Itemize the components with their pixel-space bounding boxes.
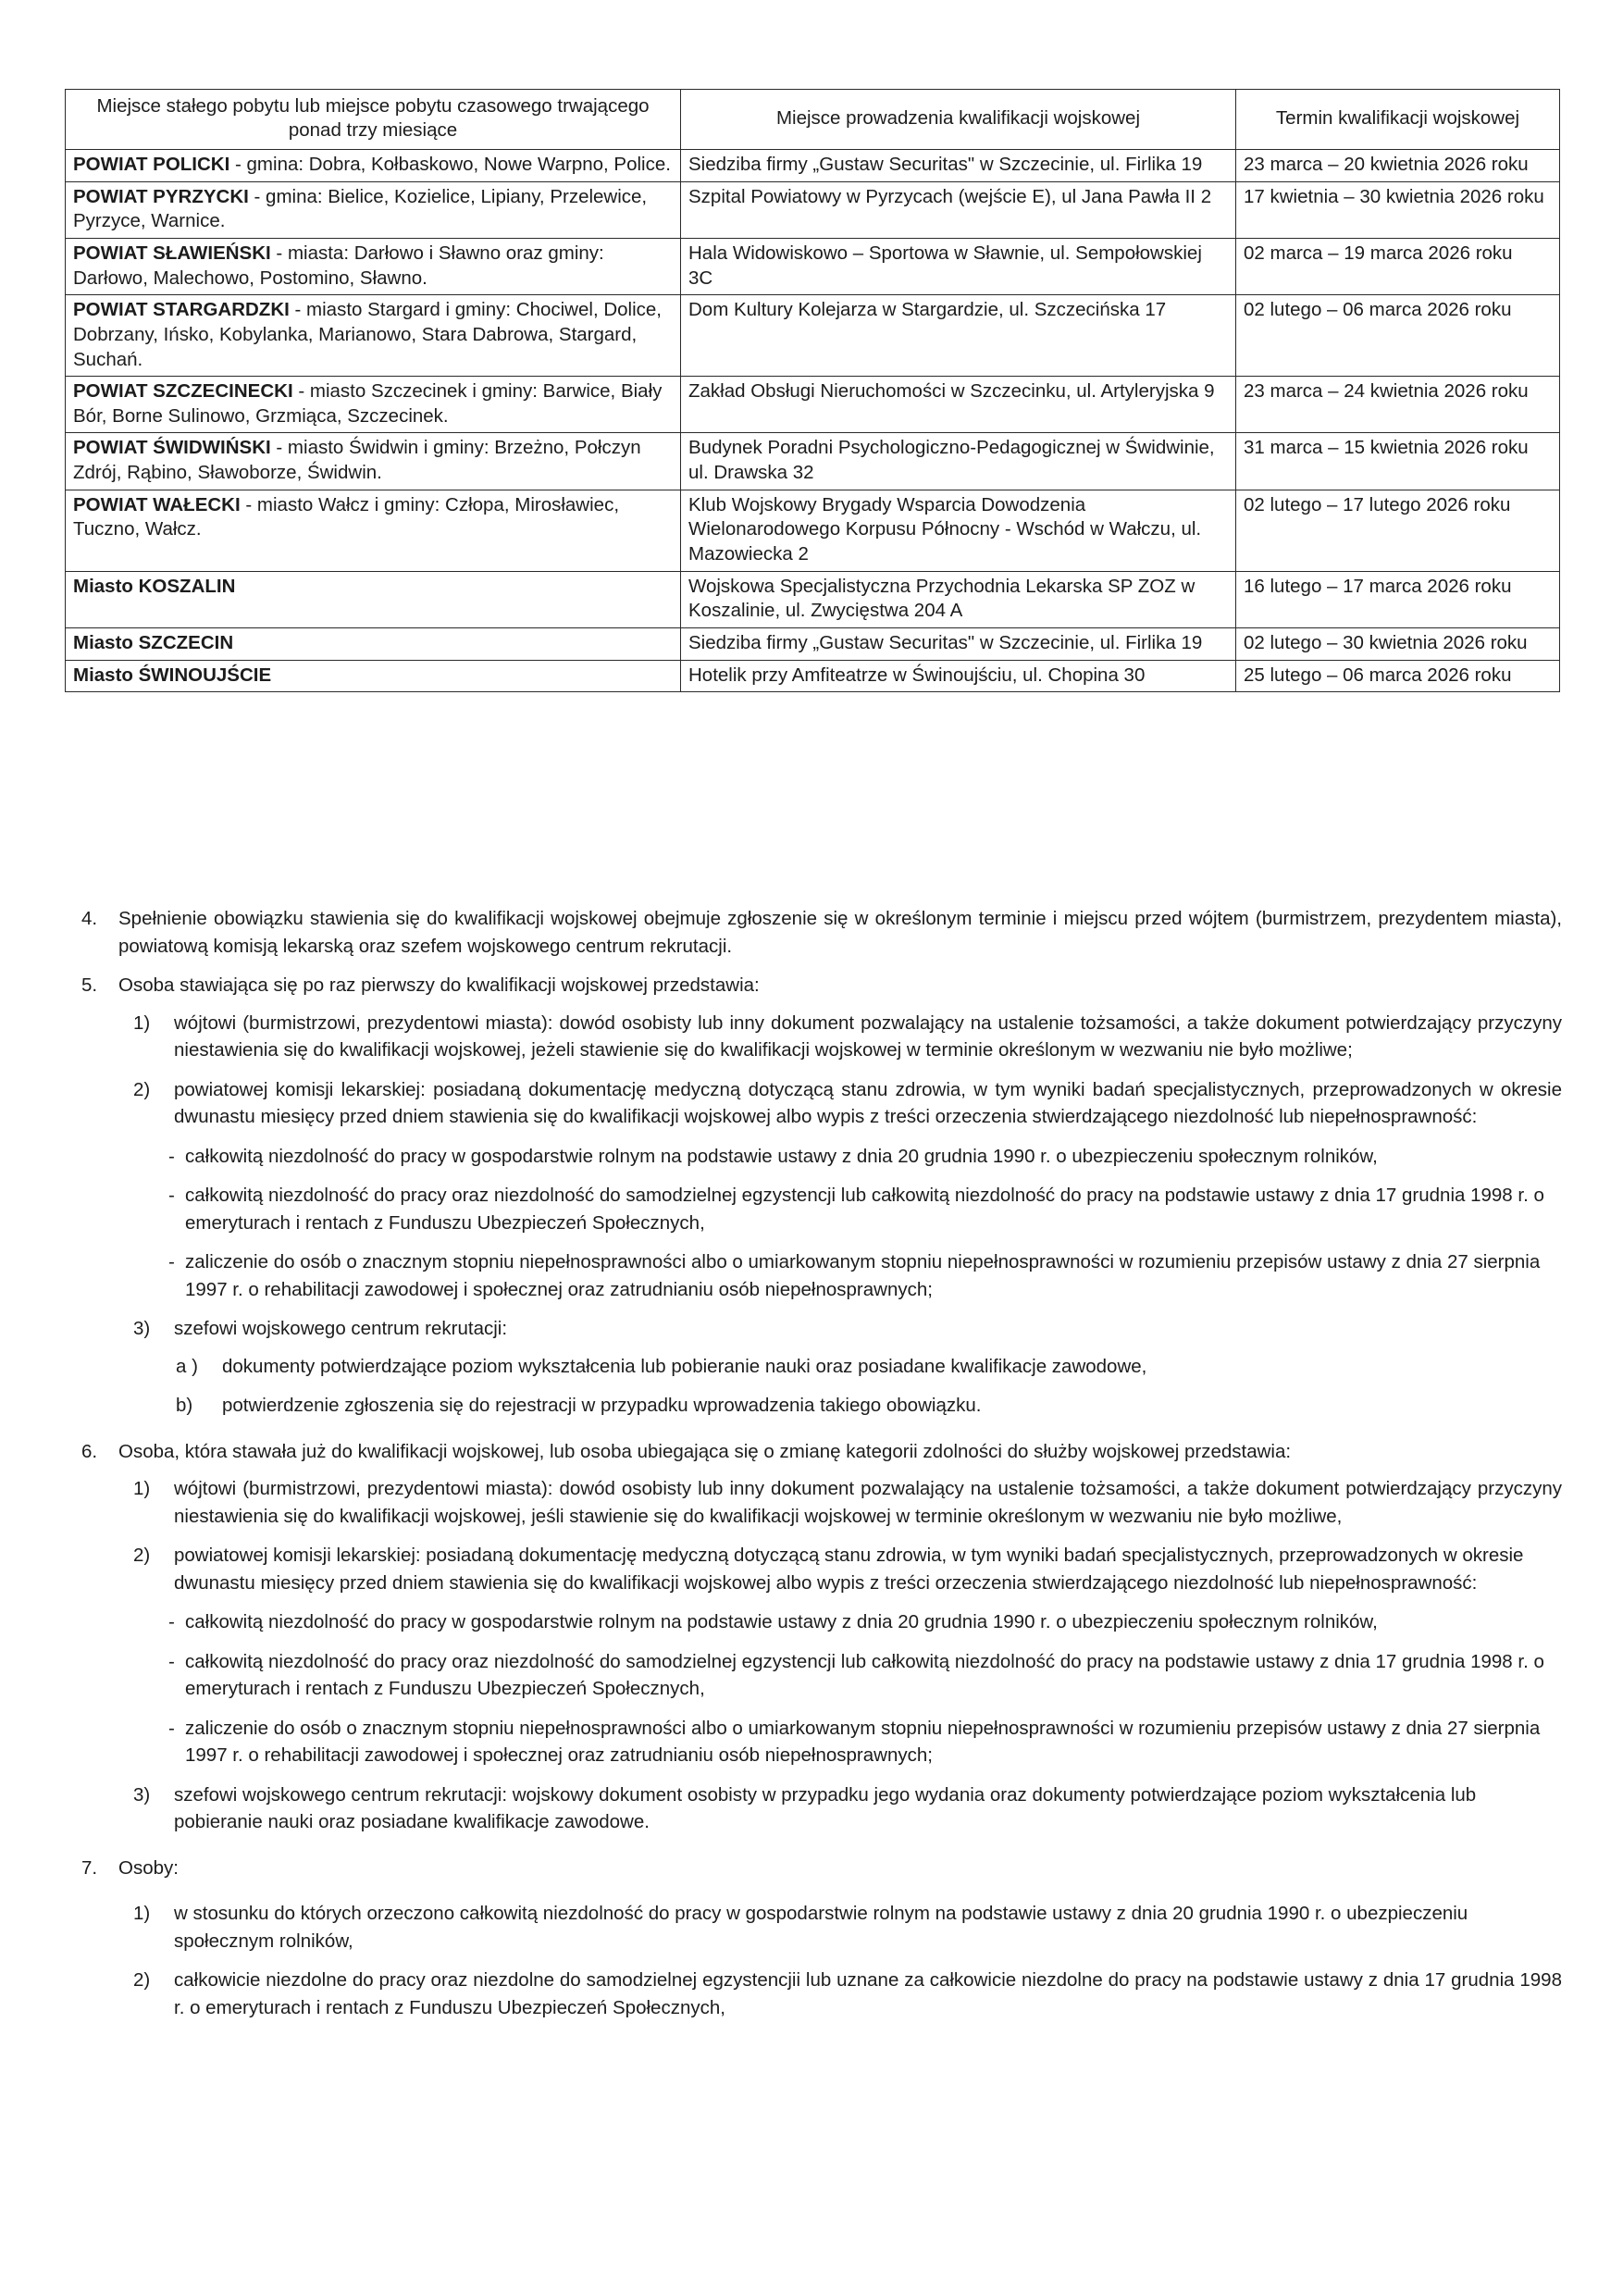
cell-location: Siedziba firmy „Gustaw Securitas" w Szczecinie, ul. Firlika 19 — [681, 627, 1236, 660]
clause-5-sub-2-dash-2-text: całkowitą niezdolność do pracy oraz niezdolność do samodzielnej egzystencji lub całkowitą niezdolność do pracy na podstawie ustawy z dnia 17 grudnia 1998 r. o emeryturach i rentach z Funduszu Ubezpieczeń Społecznych, — [185, 1185, 1544, 1234]
cell-term: 31 marca – 15 kwietnia 2026 roku — [1236, 433, 1560, 490]
clause-6-sub-2-dash-2 — [65, 1648, 1562, 1703]
clause-6-sub-2-dash-1-text: całkowitą niezdolność do pracy w gospodarstwie rolnym na podstawie ustawy z dnia 20 grudnia 1990 r. o ubezpieczeniu społecznym rolników, — [185, 1611, 1378, 1633]
dash-marker: - — [168, 1185, 175, 1207]
cell-residence — [66, 433, 681, 490]
cell-term: 17 kwietnia – 30 kwietnia 2026 roku — [1236, 181, 1560, 238]
clause-5-sub-3-a-marker: a ) — [176, 1355, 198, 1377]
cell-location: Siedziba firmy „Gustaw Securitas" w Szczecinie, ul. Firlika 19 — [681, 150, 1236, 182]
dash-marker: - — [168, 1650, 175, 1672]
clause-6-sub-2 — [65, 1542, 1562, 1596]
table-row — [66, 490, 1560, 571]
clause-7-marker: 7. — [81, 1856, 98, 1879]
clause-5-sub-1-text: wójtowi (burmistrzowi, prezydentowi miasta): dowód osobisty lub inny dokument pozwalający na ustalenie tożsamości, a także dokument potwierdzający przyczyny niestawienia się do kwalifikacji wojskowej, jeżeli stawienie się do kwalifikacji wojskowej w terminie określonym w wezwaniu nie było możliwe; — [174, 1011, 1562, 1061]
powiat-communes: - miasto Wałcz i gminy: Człopa, Mirosławiec, Tuczno, Wałcz. — [73, 493, 620, 540]
clause-6-text: Osoba, która stawała już do kwalifikacji wojskowej, lub osoba ubiegająca się o zmianę kategorii zdolności do służby wojskowej przedstawia: — [118, 1440, 1292, 1462]
powiat-name: POWIAT PYRZYCKI — [73, 185, 249, 207]
cell-residence — [66, 627, 681, 660]
powiat-name: POWIAT ŚWIDWIŃSKI — [73, 437, 271, 459]
clause-5-sub-3-a-text: dokumenty potwierdzające poziom wykształcenia lub pobieranie nauki oraz posiadane kwalifikacje zawodowe, — [222, 1355, 1147, 1377]
clause-6-sub-2-dash-1 — [65, 1608, 1562, 1636]
cell-term: 02 marca – 19 marca 2026 roku — [1236, 238, 1560, 294]
table-row — [66, 150, 1560, 182]
clause-7-sub-2-marker: 2) — [133, 1969, 151, 1992]
clause-5-sub-1-marker: 1) — [133, 1011, 151, 1034]
document-body — [65, 905, 1562, 2034]
clause-6-sub-3-marker: 3) — [133, 1783, 151, 1806]
powiat-name: Miasto ŚWINOUJŚCIE — [73, 664, 272, 686]
clause-5-sub-3 — [65, 1315, 1562, 1343]
clause-5-text: Osoba stawiająca się po raz pierwszy do kwalifikacji wojskowej przedstawia: — [118, 974, 760, 997]
table-row — [66, 181, 1560, 238]
cell-term: 02 lutego – 30 kwietnia 2026 roku — [1236, 627, 1560, 660]
clause-6 — [65, 1438, 1562, 1466]
table-row — [66, 660, 1560, 692]
cell-residence — [66, 490, 681, 571]
dash-marker: - — [168, 1251, 175, 1273]
dash-marker: - — [168, 1145, 175, 1167]
powiat-name: POWIAT STARGARDZKI — [73, 299, 290, 321]
cell-location: Wojskowa Specjalistyczna Przychodnia Lekarska SP ZOZ w Koszalinie, ul. Zwycięstwa 204 A — [681, 571, 1236, 627]
dash-marker: - — [168, 1717, 175, 1739]
cell-residence — [66, 150, 681, 182]
clause-5 — [65, 972, 1562, 999]
cell-location: Hala Widowiskowo – Sportowa w Sławnie, ul. Sempołowskiej 3C — [681, 238, 1236, 294]
powiat-name: Miasto KOSZALIN — [73, 575, 236, 597]
powiat-communes: - gmina: Dobra, Kołbaskowo, Nowe Warpno, Police. — [229, 154, 671, 176]
clause-7-sub-1 — [65, 1900, 1562, 1955]
clause-7 — [65, 1855, 1562, 1882]
clause-6-sub-2-text: powiatowej komisji lekarskiej: posiadaną dokumentację medyczną dotyczącą stanu zdrowia, w tym wyniki badań specjalistycznych, przeprowadzonych w okresie dwunastu miesięcy przed dniem stawienia się do kwalifikacji wojskowej albo wypis z treści orzeczenia stwierdzającego niezdolność lub niepełnosprawność: — [174, 1545, 1524, 1594]
clause-6-sub-2-dash-2-text: całkowitą niezdolność do pracy oraz niezdolność do samodzielnej egzystencji lub całkowitą niezdolność do pracy na podstawie ustawy z dnia 17 grudnia 1998 r. o emeryturach i rentach z Funduszu Ubezpieczeń Społecznych, — [185, 1650, 1544, 1700]
clause-6-sub-3-text: szefowi wojskowego centrum rekrutacji: wojskowy dokument osobisty w przypadku jego wydania oraz dokumenty potwierdzające poziom wykształcenia lub pobieranie nauki oraz posiadane kwalifikacje zawodowe. — [174, 1783, 1477, 1833]
table-body — [66, 150, 1560, 692]
powiat-communes: - miasto Świdwin i gminy: Brzeżno, Połczyn Zdrój, Rąbino, Sławoborze, Świdwin. — [73, 437, 641, 484]
clause-7-sub-2-text: całkowicie niezdolne do pracy oraz niezdolne do samodzielnej egzystencjii lub uznane za całkowicie niezdolne do pracy na podstawie ustawy z dnia 17 grudnia 1998 r. o emeryturach i rentach z Funduszu Ubezpieczeń Społecznych, — [174, 1969, 1562, 2018]
cell-location: Szpital Powiatowy w Pyrzycach (wejście E), ul Jana Pawła II 2 — [681, 181, 1236, 238]
clause-6-sub-2-marker: 2) — [133, 1545, 151, 1567]
clause-6-marker: 6. — [81, 1440, 98, 1462]
powiat-communes: - miasto Stargard i gminy: Chociwel, Dolice, Dobrzany, Ińsko, Kobylanka, Marianowo, Stara Dabrowa, Stargard, Suchań. — [73, 299, 662, 370]
cell-term: 02 lutego – 06 marca 2026 roku — [1236, 295, 1560, 377]
table-header-row — [66, 90, 1560, 150]
clause-5-sub-1 — [65, 1010, 1562, 1064]
powiat-name: POWIAT POLICKI — [73, 154, 230, 176]
clause-5-sub-2-dash-3 — [65, 1248, 1562, 1303]
clause-5-sub-2-dash-1-text: całkowitą niezdolność do pracy w gospodarstwie rolnym na podstawie ustawy z dnia 20 grudnia 1990 r. o ubezpieczeniu społecznym rolników, — [185, 1145, 1378, 1167]
dash-marker: - — [168, 1611, 175, 1633]
clause-5-sub-2-dash-3-text: zaliczenie do osób o znacznym stopniu niepełnosprawności albo o umiarkowanym stopniu niepełnosprawności w rozumieniu przepisów ustawy z dnia 27 sierpnia 1997 r. o rehabilitacji zawodowej i społecznej oraz zatrudnianiu osób niepełnosprawnych; — [185, 1251, 1541, 1300]
cell-residence — [66, 660, 681, 692]
clause-6-sub-1-marker: 1) — [133, 1478, 151, 1500]
column-header-term: Termin kwalifikacji wojskowej — [1236, 90, 1560, 150]
cell-term: 23 marca – 24 kwietnia 2026 roku — [1236, 377, 1560, 433]
qualification-table — [65, 89, 1560, 692]
cell-term: 23 marca – 20 kwietnia 2026 roku — [1236, 150, 1560, 182]
clause-7-sub-1-text: w stosunku do których orzeczono całkowitą niezdolność do pracy w gospodarstwie rolnym na podstawie ustawy z dnia 20 grudnia 1990 r. o ubezpieczeniu społecznym rolników, — [174, 1903, 1468, 1952]
qualification-table-container — [65, 89, 1559, 692]
powiat-communes: - miasto Szczecinek i gminy: Barwice, Biały Bór, Borne Sulinowo, Grzmiąca, Szczecinek. — [73, 380, 663, 427]
clause-5-sub-3-marker: 3) — [133, 1318, 151, 1340]
clause-5-sub-3-a — [65, 1353, 1562, 1381]
powiat-name: POWIAT WAŁECKI — [73, 493, 241, 515]
column-header-location: Miejsce prowadzenia kwalifikacji wojskowej — [681, 90, 1236, 150]
clause-7-text: Osoby: — [118, 1856, 179, 1879]
table-row — [66, 433, 1560, 490]
clause-4 — [65, 905, 1562, 960]
clause-4-marker: 4. — [81, 908, 98, 929]
clause-7-sub-1-marker: 1) — [133, 1903, 151, 1925]
table-row — [66, 571, 1560, 627]
clause-5-sub-3-text: szefowi wojskowego centrum rekrutacji: — [174, 1318, 508, 1340]
clause-5-sub-2 — [65, 1076, 1562, 1131]
clause-5-marker: 5. — [81, 974, 98, 997]
cell-term: 16 lutego – 17 marca 2026 roku — [1236, 571, 1560, 627]
cell-location: Klub Wojskowy Brygady Wsparcia Dowodzenia Wielonarodowego Korpusu Północny - Wschód w Wałczu, ul. Mazowiecka 2 — [681, 490, 1236, 571]
cell-residence — [66, 181, 681, 238]
cell-term: 25 lutego – 06 marca 2026 roku — [1236, 660, 1560, 692]
clause-5-sub-3-b-marker: b) — [176, 1395, 193, 1417]
clause-7-sub-2 — [65, 1967, 1562, 2021]
clause-6-sub-1-text: wójtowi (burmistrzowi, prezydentowi miasta): dowód osobisty lub inny dokument pozwalający na ustalenie tożsamości, a także dokument potwierdzający przyczyny niestawienia się do kwalifikacji wojskowej, jeśli stawienie się do kwalifikacji wojskowej w terminie określonym w wezwaniu nie było możliwe, — [174, 1478, 1562, 1527]
table-row — [66, 627, 1560, 660]
cell-residence — [66, 295, 681, 377]
powiat-name: POWIAT SŁAWIEŃSKI — [73, 242, 271, 264]
cell-location: Hotelik przy Amfiteatrze w Świnoujściu, ul. Chopina 30 — [681, 660, 1236, 692]
cell-location: Zakład Obsługi Nieruchomości w Szczecinku, ul. Artyleryjska 9 — [681, 377, 1236, 433]
cell-term: 02 lutego – 17 lutego 2026 roku — [1236, 490, 1560, 571]
clause-6-sub-2-dash-3-text: zaliczenie do osób o znacznym stopniu niepełnosprawności albo o umiarkowanym stopniu niepełnosprawności w rozumieniu przepisów ustawy z dnia 27 sierpnia 1997 r. o rehabilitacji zawodowej i społecznej oraz zatrudnianiu osób niepełnosprawnych; — [185, 1717, 1541, 1767]
clause-6-sub-1 — [65, 1475, 1562, 1530]
cell-residence — [66, 571, 681, 627]
clause-6-sub-2-dash-3 — [65, 1715, 1562, 1769]
clause-5-sub-2-dash-1 — [65, 1143, 1562, 1171]
powiat-name: POWIAT SZCZECINECKI — [73, 380, 293, 403]
cell-residence — [66, 377, 681, 433]
table-row — [66, 238, 1560, 294]
clause-5-sub-2-marker: 2) — [133, 1078, 151, 1100]
cell-location: Budynek Poradni Psychologiczno-Pedagogicznej w Świdwinie, ul. Drawska 32 — [681, 433, 1236, 490]
clause-5-sub-3-b — [65, 1392, 1562, 1420]
clause-5-sub-2-dash-2 — [65, 1182, 1562, 1236]
table-row — [66, 295, 1560, 377]
clause-6-sub-3 — [65, 1781, 1562, 1836]
table-row — [66, 377, 1560, 433]
column-header-residence: Miejsce stałego pobytu lub miejsce pobytu czasowego trwającego ponad trzy miesiące — [66, 90, 681, 150]
cell-location: Dom Kultury Kolejarza w Stargardzie, ul. Szczecińska 17 — [681, 295, 1236, 377]
clause-4-text: Spełnienie obowiązku stawienia się do kwalifikacji wojskowej obejmuje zgłoszenie się w określonym terminie i miejscu przed wójtem (burmistrzem, prezydentem miasta), powiatową komisją lekarską oraz szefem wojskowego centrum rekrutacji. — [118, 908, 1562, 957]
clause-5-sub-2-text: powiatowej komisji lekarskiej: posiadaną dokumentację medyczną dotyczącą stanu zdrowia, w tym wyniki badań specjalistycznych, przeprowadzonych w okresie dwunastu miesięcy przed dniem stawienia się do kwalifikacji wojskowej albo wypis z treści orzeczenia stwierdzającego niezdolność lub niepełnosprawność: — [174, 1078, 1562, 1128]
powiat-name: Miasto SZCZECIN — [73, 631, 234, 653]
clause-5-sub-3-b-text: potwierdzenie zgłoszenia się do rejestracji w przypadku wprowadzenia takiego obowiązku. — [222, 1395, 982, 1417]
cell-residence — [66, 238, 681, 294]
powiat-communes: - gmina: Bielice, Kozielice, Lipiany, Przelewice, Pyrzyce, Warnice. — [73, 185, 648, 232]
powiat-communes: - miasta: Darłowo i Sławno oraz gminy: Darłowo, Malechowo, Postomino, Sławno. — [73, 242, 604, 289]
